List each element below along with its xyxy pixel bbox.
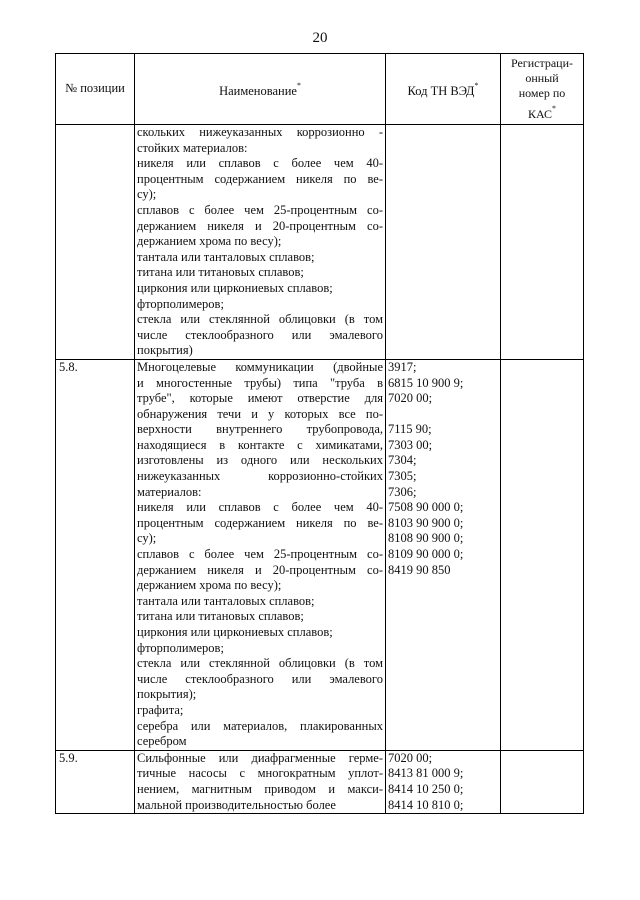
header-cas-line: КАС [527, 107, 553, 121]
name-line: циркония или циркониевых сплавов; [137, 280, 333, 295]
name-line: держанием никеля и 20-процентным со- [137, 562, 383, 577]
name-line: трубе", которые имеют отверстие для [137, 391, 383, 406]
code-line: 6815 10 900 9; [388, 375, 464, 390]
name-line: титана или титановых сплавов; [137, 265, 304, 280]
code-line: 3917; [388, 359, 417, 374]
name-line: нижеуказанных коррозионно-стойких [137, 469, 383, 484]
header-position-label: № позиции [65, 81, 125, 96]
name-line: циркония или циркониевых сплавов; [137, 625, 333, 639]
name-line: тантала или танталовых сплавов; [137, 249, 315, 264]
name-line: титана или титановых сплавов; [137, 609, 304, 624]
name-line: Сильфонные или диафрагменные герме- [137, 750, 383, 765]
page-number: 20 [312, 30, 328, 46]
name-line: никеля или сплавов с более чем 40- [137, 500, 383, 515]
name-line: стекла или стеклянной облицовки (в том [137, 656, 383, 671]
name-line: фторполимеров; [137, 296, 224, 311]
name-line: мальной производительностью более [137, 797, 336, 812]
header-cas [501, 54, 584, 125]
name-line: нением, магнитным приводом и макси- [137, 781, 383, 796]
position-cell [56, 125, 135, 360]
name-line: серебра или материалов, плакированных [137, 718, 383, 733]
header-cas-line: Регистраци- [510, 56, 574, 70]
position-cell: 5.9. [56, 750, 135, 813]
name-line: верхности внутреннего трубопровода, [137, 422, 383, 437]
name-line: покрытия); [137, 687, 197, 702]
cas-cell [501, 750, 584, 813]
name-line: стекла или стеклянной облицовки (в том [137, 312, 383, 327]
code-line: 7115 90; [388, 422, 432, 437]
name-line: и многостенные трубы) типа "труба в [137, 375, 383, 390]
header-cas-line: номер по [518, 86, 566, 100]
header-position [56, 54, 135, 125]
table-row [56, 125, 584, 360]
name-line: материалов: [137, 484, 202, 499]
code-line: 8109 90 000 0; [388, 547, 464, 562]
name-line: фторполимеров; [137, 640, 224, 655]
code-line: 7304; [388, 453, 417, 468]
name-line: держанием хрома по весу); [137, 578, 282, 593]
footnote-mark: * [552, 104, 557, 113]
goods-table [55, 53, 584, 814]
name-line: су); [137, 531, 157, 546]
header-name [135, 54, 386, 125]
name-line: Многоцелевые коммуникации (двойные [137, 359, 383, 374]
code-line: 8413 81 000 9; [388, 766, 464, 781]
table-row [56, 750, 584, 813]
name-line: покрытия) [137, 343, 193, 358]
code-line: 7020 00; [388, 750, 433, 765]
code-line: 7305; [388, 469, 417, 484]
name-line: числе стеклообразного или эмалевого [137, 327, 383, 342]
code-line: 8108 90 900 0; [388, 531, 464, 546]
code-cell [386, 125, 501, 360]
name-line: держанием никеля и 20-процентным со- [137, 218, 383, 233]
code-cell [386, 750, 501, 813]
code-line: 7303 00; [388, 437, 433, 452]
name-line: изготовлены из одного или нескольких [137, 453, 383, 468]
name-line: тичные насосы с многократным уплот- [137, 766, 383, 781]
header-code [386, 54, 501, 125]
name-line: стойких материалов: [137, 140, 248, 155]
name-line: скольких нижеуказанных коррозионно - [137, 125, 383, 139]
code-cell [386, 359, 501, 750]
code-line: 7020 00; [388, 391, 433, 406]
name-line: сплавов с более чем 25-процентным со- [137, 547, 383, 562]
table-row [56, 359, 584, 750]
position-cell: 5.8. [56, 359, 135, 750]
name-cell [135, 750, 386, 813]
name-line: графита; [137, 702, 184, 717]
name-line: сплавов с более чем 25-процентным со- [137, 202, 383, 217]
name-line: тантала или танталовых сплавов; [137, 593, 315, 608]
code-line: 8414 10 810 0; [388, 797, 464, 812]
cas-cell [501, 125, 584, 360]
code-line: 8419 90 850 [388, 562, 451, 577]
header-cas-line: онный [525, 71, 559, 85]
footnote-mark: * [296, 81, 301, 91]
name-line: процентным содержанием никеля по ве- [137, 515, 383, 530]
header-name-label: Наименование [219, 84, 297, 99]
code-line [388, 407, 498, 423]
code-line: 7508 90 000 0; [388, 500, 464, 515]
name-line: процентным содержанием никеля по ве- [137, 171, 383, 186]
name-cell [135, 125, 386, 360]
header-code-label: Код ТН ВЭД [407, 84, 475, 99]
name-line: находящиеся в контакте с химикатами, [137, 437, 383, 452]
code-line: 8414 10 250 0; [388, 781, 464, 796]
name-line: числе стеклообразного или эмалевого [137, 671, 383, 686]
name-cell [135, 359, 386, 750]
cas-cell [501, 359, 584, 750]
footnote-mark: * [474, 81, 479, 91]
code-line: 8103 90 900 0; [388, 515, 464, 530]
code-line: 7306; [388, 484, 417, 499]
name-line: держанием хрома по весу); [137, 234, 282, 249]
table-header-row [56, 54, 584, 125]
name-line: никеля или сплавов с более чем 40- [137, 156, 383, 171]
name-line: серебром [137, 734, 187, 749]
name-line: обнаружения течи и у которых все по- [137, 406, 383, 421]
name-line: су); [137, 187, 157, 202]
